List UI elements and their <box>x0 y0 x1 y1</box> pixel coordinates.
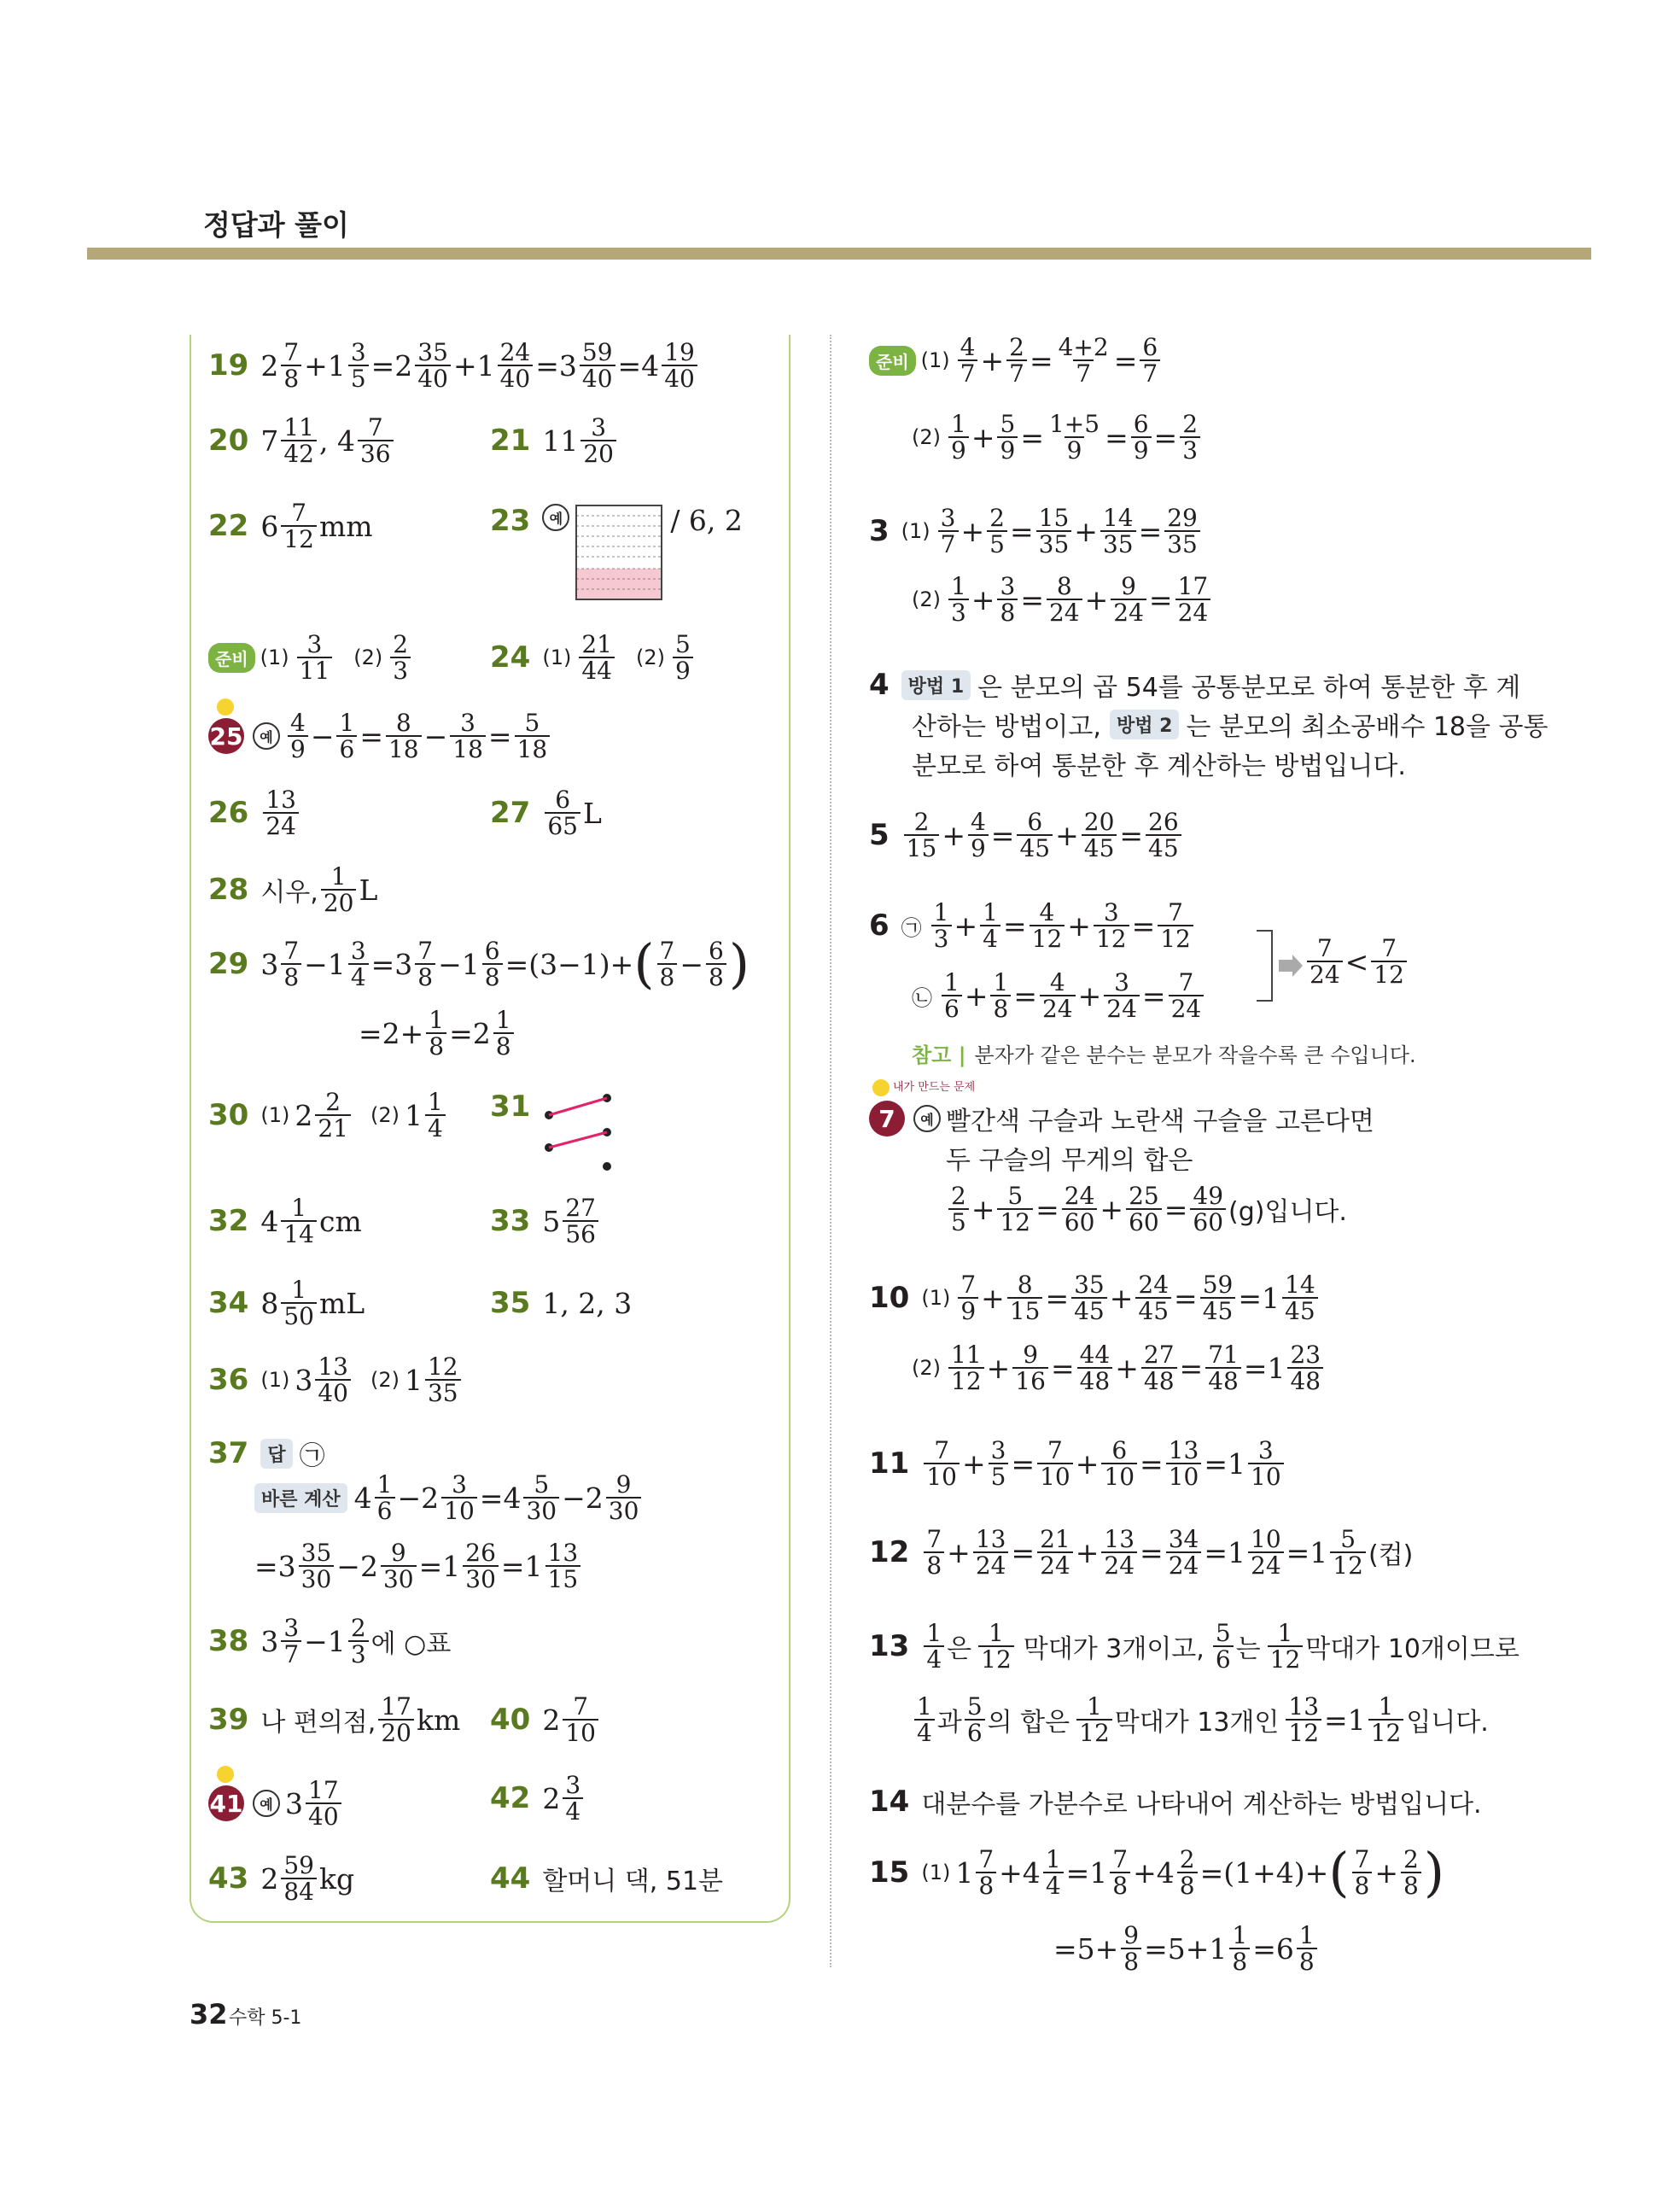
question-number: 7 <box>869 1101 905 1136</box>
answer-15: 15 (1) 1 $\frac{7}{8}$ +4 $\frac{1}{4}$ =1 $\frac{7}{8}$ +4 $\frac{2}{8}$ =(1+4)+ ( $\frac{7}{8}$ + $\frac{2}{8}$ ) <box>869 1841 1445 1903</box>
answer-14 <box>869 1783 1482 1820</box>
answer-37-calc: 바른 계산 4 $\frac{1}{6}$ −2 $\frac{3}{10}$ =4 $\frac{5}{30}$ −2 $\frac{9}{30}$ <box>254 1472 644 1524</box>
answer-24: 24 (1) $\frac{21}{44}$ (2) $\frac{5}{9}$ <box>490 632 696 684</box>
answer-30: 30 (1) 2 $\frac{2}{21}$ (2) 1 $\frac{1}{4}$ <box>208 1090 448 1142</box>
answer-3-part2: (2) $\frac{1}{3}$ + $\frac{3}{8}$ = $\frac{8}{24}$ + $\frac{9}{24}$ = $\frac{17}{24}$ <box>912 574 1213 626</box>
unit-label: L <box>582 796 602 830</box>
unit-label: km <box>416 1703 461 1737</box>
example-icon: 예 <box>542 504 569 531</box>
answer-38: 38 3 $\frac{3}{7}$ −1 $\frac{2}{3}$ 에 ○표 <box>208 1614 452 1669</box>
answer-19: 19 2 $\frac{7}{8}$ +1 $\frac{3}{5}$ =2 $\frac{35}{40}$ +1 $\frac{24}{40}$ =3 $\frac{59}{40}$ =4 $\frac{19}{40}$ <box>208 340 700 392</box>
question-number: 38 <box>208 1624 249 1659</box>
tag-text: 내가 만드는 문제 <box>893 1081 976 1094</box>
answer-4 <box>869 666 1520 704</box>
unit-label: mL <box>318 1286 365 1320</box>
question-number: 36 <box>208 1363 249 1398</box>
question-number: 29 <box>208 947 249 981</box>
answer-27: 27 $\frac{6}{65}$ L <box>490 786 602 841</box>
answer-35 <box>490 1286 632 1320</box>
answer-4-line3 <box>912 745 1406 782</box>
answer-13: 13 $\frac{1}{4}$ 은 $\frac{1}{12}$ 막대가 3개이고, $\frac{5}{6}$ 는 $\frac{1}{12}$ 막대가 10개이므로 <box>869 1619 1520 1674</box>
method-badge: 방법 2 <box>1110 710 1179 739</box>
question-number: 26 <box>208 796 249 831</box>
answer-42: 42 2 $\frac{3}{4}$ <box>490 1773 586 1825</box>
answer-29-line2: =2+ $\frac{1}{8}$ =2 $\frac{1}{8}$ <box>359 1008 516 1060</box>
example-icon: 예 <box>253 1790 280 1817</box>
answer-text: 은 <box>947 1634 972 1665</box>
question-number: 23 <box>490 504 531 538</box>
question-number: 44 <box>490 1861 531 1896</box>
question-number: 28 <box>208 873 249 908</box>
answer-31 <box>490 1090 619 1175</box>
example-icon: 예 <box>913 1105 941 1132</box>
answer-6-compare: $\frac{7}{24}$ < $\frac{7}{12}$ <box>1304 936 1409 988</box>
answer-text: 과 <box>936 1708 962 1738</box>
answer-text: 막대가 10개이므로 <box>1305 1634 1520 1665</box>
unit-label: mm <box>318 509 373 543</box>
answer-10: 10 (1) $\frac{7}{9}$ + $\frac{8}{15}$ = $\frac{35}{45}$ + $\frac{24}{45}$ = $\frac{59}{45}$ =1 $\frac{14}{45}$ <box>869 1272 1321 1324</box>
question-number: 4 <box>869 668 890 702</box>
matching-lines-diagram <box>542 1090 619 1175</box>
answer-text: 1, 2, 3 <box>542 1286 633 1320</box>
answer-40: 40 2 $\frac{7}{10}$ <box>490 1694 601 1746</box>
answer-text: 두 구슬의 무게의 합은 <box>946 1146 1193 1176</box>
correct-calc-badge: 바른 계산 <box>254 1483 347 1513</box>
answer-41: 41 예 3 $\frac{17}{40}$ <box>208 1778 344 1830</box>
answer-text: ㉠ <box>299 1441 325 1471</box>
answer-text: 입니다. <box>1406 1708 1489 1738</box>
answer-7 <box>869 1100 1374 1137</box>
question-number: 22 <box>208 509 249 544</box>
answer-6: 6 ㉠ $\frac{1}{3}$ + $\frac{1}{4}$ = $\frac{4}{12}$ + $\frac{3}{12}$ = $\frac{7}{12}$ <box>869 900 1196 952</box>
question-number: 27 <box>490 796 531 831</box>
question-number: 30 <box>208 1098 249 1133</box>
answer-7-line2 <box>946 1139 1193 1177</box>
answer-text: 은 분모의 곱 54를 공통분모로 하여 통분한 후 계 <box>977 673 1521 703</box>
answer-23 <box>490 504 743 601</box>
answer-text: 의 합은 <box>987 1708 1070 1738</box>
note-label: 참고 | <box>912 1043 966 1067</box>
answer-text: 에 ○표 <box>370 1629 452 1660</box>
question-number: 34 <box>208 1286 249 1321</box>
answer-text: 분모로 하여 통분한 후 계산하는 방법입니다. <box>912 751 1406 781</box>
question-number: 24 <box>490 640 531 675</box>
question-number: 21 <box>490 424 531 459</box>
answer-text: 빨간색 구슬과 노란색 구슬을 고른다면 <box>946 1107 1374 1136</box>
method-badge: 방법 1 <box>901 670 971 700</box>
answer-text: (g)입니다. <box>1228 1197 1347 1228</box>
answer-36: 36 (1) 3 $\frac{13}{40}$ (2) 1 $\frac{12}{35}$ <box>208 1354 464 1406</box>
page-header-title: 정답과 풀이 <box>203 208 349 242</box>
question-number: 40 <box>490 1703 531 1738</box>
question-number: 12 <box>869 1535 910 1570</box>
answer-33: 33 5 $\frac{27}{56}$ <box>490 1195 601 1247</box>
answer-text: 막대가 3개이고, <box>1023 1634 1205 1665</box>
example-icon: 예 <box>253 722 280 750</box>
answer-44 <box>490 1860 723 1897</box>
answer-6-part2: ㉡ $\frac{1}{6}$ + $\frac{1}{8}$ = $\frac{4}{24}$ + $\frac{3}{24}$ = $\frac{7}{24}$ <box>912 970 1206 1022</box>
question-number: 6 <box>869 909 890 944</box>
answer-37-calc-line2: =3 $\frac{35}{30}$ −2 $\frac{9}{30}$ =1 $\frac{26}{30}$ =1 $\frac{13}{15}$ <box>254 1540 583 1592</box>
unit-label: kg <box>318 1861 355 1896</box>
question-number: 20 <box>208 424 249 459</box>
unit-label: L <box>359 873 378 907</box>
question-number: 11 <box>869 1446 910 1481</box>
answer-43: 43 2 $\frac{59}{84}$ kg <box>208 1851 355 1907</box>
answer-7-line3: $\frac{2}{5}$ + $\frac{5}{12}$ = $\frac{24}{60}$ + $\frac{25}{60}$ = $\frac{49}{60}$ (g)입니다. <box>946 1183 1347 1236</box>
answer-12: 12 $\frac{7}{8}$ + $\frac{13}{24}$ = $\frac{21}{24}$ + $\frac{13}{24}$ = $\frac{34}{24}$ =1 $\frac{10}{24}$ =1 $\frac{5}{12}$ (컵) <box>869 1525 1414 1580</box>
answer-20: 20 7 $\frac{11}{42}$ , 4 $\frac{7}{36}$ <box>208 415 396 467</box>
answer-text: 할머니 댁, 51분 <box>542 1867 724 1896</box>
question-number: 39 <box>208 1703 249 1738</box>
answer-29: 29 3 $\frac{7}{8}$ −1 $\frac{3}{4}$ =3 $\frac{7}{8}$ −1 $\frac{6}{8}$ =(3−1)+ ( $\frac{7}{8}$ − $\frac{6}{8}$ ) <box>208 932 750 995</box>
answer-13-line2: $\frac{1}{4}$ 과 $\frac{5}{6}$ 의 합은 $\frac{1}{12}$ 막대가 13개인 $\frac{13}{12}$ =1 $\frac{1}{12}$ 입니다. <box>912 1694 1489 1746</box>
answer-21: 21 11 $\frac{3}{20}$ <box>490 415 619 467</box>
question-number: 37 <box>208 1436 249 1470</box>
answer-11: 11 $\frac{7}{10}$ + $\frac{3}{5}$ = $\frac{7}{10}$ + $\frac{6}{10}$ = $\frac{13}{10}$ =1 $\frac{3}{10}$ <box>869 1438 1286 1490</box>
answer-10-part2: (2) $\frac{11}{12}$ + $\frac{9}{16}$ = $\frac{44}{48}$ + $\frac{27}{48}$ = $\frac{71}{48}$ =1 $\frac{23}{48}$ <box>912 1342 1326 1394</box>
answer-15-line2: =5+ $\frac{9}{8}$ =5+1 $\frac{1}{8}$ =6 $\frac{1}{8}$ <box>1053 1923 1320 1975</box>
unit-label: (컵) <box>1368 1540 1414 1571</box>
answer-25: 25 예 $\frac{4}{9}$ − $\frac{1}{6}$ = $\frac{8}{18}$ − $\frac{3}{18}$ = $\frac{5}{18}$ <box>208 710 552 762</box>
my-problem-tag <box>893 1078 975 1094</box>
answer-text: 산하는 방법이고, <box>912 712 1101 742</box>
header-rule <box>87 248 1591 260</box>
prep-badge: 준비 <box>208 643 255 673</box>
page-number: 32 <box>190 1998 228 2030</box>
question-number: 42 <box>490 1781 531 1816</box>
answer-34: 34 8 $\frac{1}{50}$ mL <box>208 1276 365 1331</box>
page-subject: 수학 5-1 <box>229 2007 302 2029</box>
answer-badge: 답 <box>260 1439 292 1469</box>
answer-text: 나 편의점, <box>260 1708 376 1738</box>
unit-label: cm <box>318 1204 362 1238</box>
answer-text: 대분수를 가분수로 나타내어 계산하는 방법입니다. <box>921 1790 1482 1820</box>
answer-prep-left: 준비 (1) $\frac{3}{11}$ (2) $\frac{2}{3}$ <box>208 632 413 684</box>
smile-icon <box>872 1079 890 1096</box>
answer-text: 는 분모의 최소공배수 18을 공통 <box>1186 712 1549 742</box>
answer-6-note <box>912 1038 1416 1068</box>
question-number: 5 <box>869 818 890 853</box>
answer-28: 28 시우, $\frac{1}{20}$ L <box>208 862 378 918</box>
question-number: 14 <box>869 1785 910 1819</box>
question-number: 32 <box>208 1204 249 1239</box>
answer-26: 26 $\frac{13}{24}$ <box>208 787 301 839</box>
question-number: 3 <box>869 514 890 549</box>
note-text: 분자가 같은 분수는 분모가 작을수록 큰 수입니다. <box>974 1043 1416 1067</box>
answer-prep-right-2: (2) $\frac{1}{9}$ + $\frac{5}{9}$ = $\frac{1+5}{9}$ = $\frac{6}{9}$ = $\frac{2}{3}$ <box>912 412 1203 464</box>
answer-text: 막대가 13개인 <box>1114 1708 1280 1738</box>
question-number: 31 <box>490 1090 531 1124</box>
question-number: 43 <box>208 1861 249 1896</box>
answer-text: / 6, 2 <box>670 504 743 537</box>
answer-text: 는 <box>1235 1634 1261 1665</box>
answer-37 <box>208 1434 325 1472</box>
answer-text: 시우, <box>260 878 318 909</box>
fraction-strip-diagram <box>575 504 663 601</box>
question-number: 33 <box>490 1204 531 1239</box>
question-number: 35 <box>490 1286 531 1320</box>
answer-39: 39 나 편의점, $\frac{17}{20}$ km <box>208 1692 461 1748</box>
question-number: 25 <box>208 718 244 754</box>
answer-4-line2 <box>912 705 1549 743</box>
question-number: 13 <box>869 1629 910 1664</box>
answer-prep-right-1: 준비 (1) $\frac{4}{7}$ + $\frac{2}{7}$ = $\frac{4+2}{7}$ = $\frac{6}{7}$ <box>869 335 1163 387</box>
question-number: 10 <box>869 1281 910 1316</box>
answer-22: 22 6 $\frac{7}{12}$ mm <box>208 499 373 554</box>
question-number: 15 <box>869 1855 910 1890</box>
bracket-arrow <box>1253 927 1304 1004</box>
answer-32: 32 4 $\frac{1}{14}$ cm <box>208 1194 362 1249</box>
question-number: 41 <box>208 1785 244 1821</box>
answer-5: 5 $\frac{2}{15}$ + $\frac{4}{9}$ = $\frac{6}{45}$ + $\frac{20}{45}$ = $\frac{26}{45}$ <box>869 809 1184 862</box>
prep-badge: 준비 <box>869 346 916 376</box>
answer-3: 3 (1) $\frac{3}{7}$ + $\frac{2}{5}$ = $\frac{15}{35}$ + $\frac{14}{35}$ = $\frac{29}{35}$ <box>869 505 1203 558</box>
column-divider <box>830 335 831 1967</box>
question-number: 19 <box>208 348 249 383</box>
